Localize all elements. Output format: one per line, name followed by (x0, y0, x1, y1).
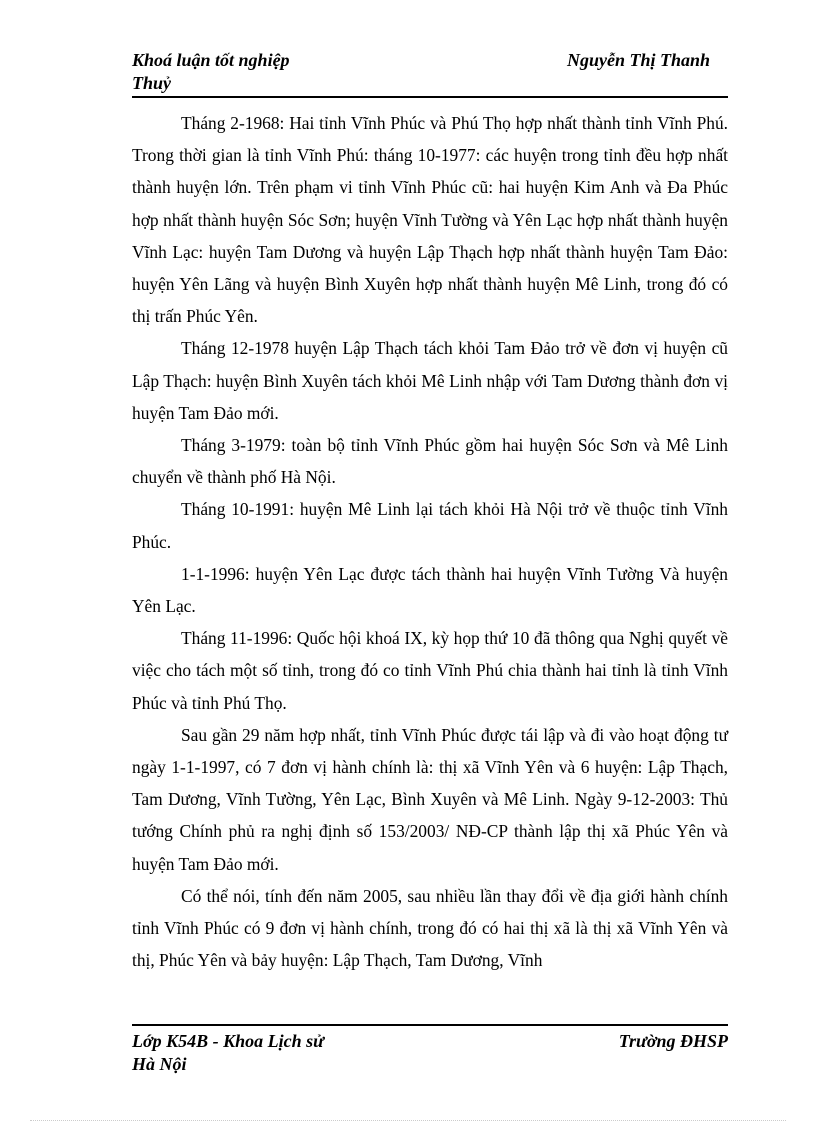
page-edge-divider (30, 1120, 786, 1121)
footer-school: Trường ĐHSP (618, 1031, 728, 1051)
header-title: Khoá luận tốt nghiệp (132, 50, 290, 70)
header-title-continued: Thuỷ (132, 73, 172, 93)
header-rule (132, 96, 728, 98)
document-body (132, 107, 728, 976)
footer-rule (132, 1024, 728, 1026)
paragraph-4: Tháng 10-1991: huyện Mê Linh lại tách khỏi Hà Nội trở về thuộc tỉnh Vĩnh Phúc. (132, 499, 728, 552)
paragraph-8: Có thể nói, tính đến năm 2005, sau nhiều lần thay đổi về địa giới hành chính tỉnh Vĩnh Phúc có 9 đơn vị hành chính, trong đó có hai thị xã là thị xã Vĩnh Yên và thị, Phúc Yên và bảy huyện: Lập Thạch, Tam Dương, Vĩnh (132, 885, 728, 971)
paragraph-6: Tháng 11-1996: Quốc hội khoá IX, kỳ họp thứ 10 đã thông qua Nghị quyết về việc cho tách một số tỉnh, trong đó co tỉnh Vĩnh Phú chia thành hai tỉnh là tỉnh Vĩnh Phúc và tỉnh Phú Thọ. (132, 628, 728, 713)
paragraph-7: Sau gần 29 năm hợp nhất, tỉnh Vĩnh Phúc được tái lập và đi vào hoạt động tư ngày 1-1-1997, có 7 đơn vị hành chính là: thị xã Vĩnh Yên và 6 huyện: Lập Thạch, Tam Dương, Vĩnh Tường, Yên Lạc, Bình Xuyên và Mê Linh. Ngày 9-12-2003: Thủ tướng Chính phủ ra nghị định số 153/2003/ NĐ-CP thành lập thị xã Phúc Yên và huyện Tam Đảo mới. (132, 724, 728, 874)
footer-class-continued: Hà Nội (132, 1054, 187, 1074)
header-author: Nguyễn Thị Thanh (566, 50, 710, 70)
paragraph-3: Tháng 3-1979: toàn bộ tỉnh Vĩnh Phúc gồm hai huyện Sóc Sơn và Mê Linh chuyển về thành phố Hà Nội. (132, 435, 728, 488)
page-footer (132, 1030, 728, 1076)
paragraph-5: 1-1-1996: huyện Yên Lạc được tách thành hai huyện Vĩnh Tường Và huyện Yên Lạc. (132, 563, 728, 617)
paragraph-1: Tháng 2-1968: Hai tỉnh Vĩnh Phúc và Phú Thọ hợp nhất thành tỉnh Vĩnh Phú. Trong thời gian là tỉnh Vĩnh Phú: tháng 10-1977: các huyện trong tỉnh đều hợp nhất thành huyện lớn. Trên phạm vi tỉnh Vĩnh Phúc cũ: hai huyện Kim Anh và Đa Phúc hợp nhất thành huyện Sóc Sơn; huyện Vĩnh Tường và Yên Lạc hợp nhất thành huyện Vĩnh Lạc: huyện Tam Dương và huyện Lập Thạch hợp nhất thành huyện Tam Đảo: huyện Yên Lãng và huyện Bình Xuyên hợp nhất thành huyện Mê Linh, trong đó có thị trấn Phúc Yên. (132, 113, 728, 327)
paragraph-2: Tháng 12-1978 huyện Lập Thạch tách khỏi Tam Đảo trở về đơn vị huyện cũ Lập Thạch: huyện Bình Xuyên tách khỏi Mê Linh nhập với Tam Dương thành đơn vị huyện Tam Đảo mới. (132, 338, 728, 423)
page-header (132, 49, 728, 95)
footer-class: Lớp K54B - Khoa Lịch sử (132, 1031, 324, 1051)
